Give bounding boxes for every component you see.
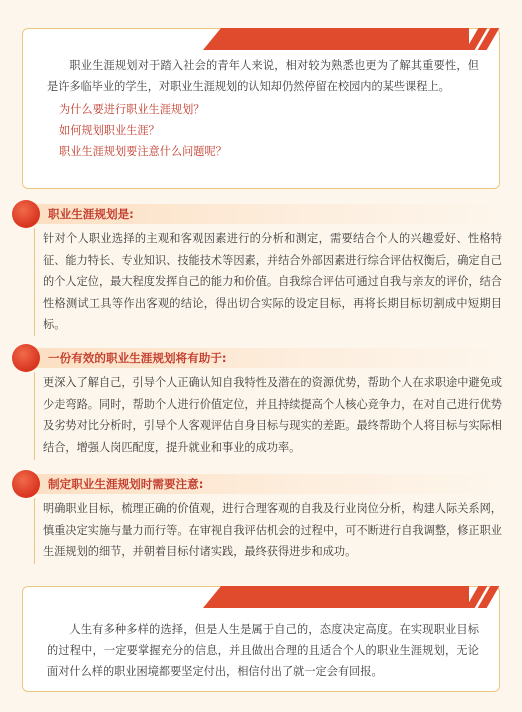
section-body-benefits bbox=[34, 372, 502, 460]
question-item: 如何规划职业生涯？ bbox=[59, 124, 160, 137]
section-text: 针对个人职业选择的主观和客观因素进行的分析和测定，需要结合个人的兴趣爱好、性格特征、能力特长、专业知识、技能技术等因素，并结合外部因素进行综合评估权衡后，确定自己的个人定位，最大程度发挥自己的能力和价值。自我综合评估可通过自我与亲友的评价，结合性格测试工具等作出客观的结论，得出切合实际的设定目标，再将长期目标切割成中短期目标。 bbox=[43, 232, 502, 331]
section-text: 明确职业目标，梳理正确的价值观，进行合理客观的自我及行业岗位分析，构建人际关系网，慎重决定实施与量力而行等。在审视自我评估机会的过程中，可不断进行自我调整，修正职业生涯规划的细节，并朝着目标付诸实践，最终获得进步和成功。 bbox=[43, 502, 502, 558]
section-body-notes bbox=[34, 498, 502, 564]
section-body-definition bbox=[34, 228, 502, 336]
outro-card bbox=[22, 586, 500, 692]
section-title: 制定职业生涯规划时需要注意: bbox=[26, 474, 502, 494]
outro-paragraph: 人生有多种多样的选择，但是人生是属于自己的，态度决定高度。在实现职业目标的过程中，一定要掌握充分的信息，并且做出合理的且适合个人的职业生涯规划，无论面对什么样的职业困境都要坚定付出，相信付出了就一定会有回报。 bbox=[47, 623, 479, 678]
section-heading-definition bbox=[12, 202, 502, 226]
question-item: 职业生涯规划要注意什么问题呢？ bbox=[59, 145, 227, 158]
section-heading-benefits bbox=[12, 346, 502, 370]
decorative-stripe bbox=[203, 586, 493, 608]
section-heading-notes bbox=[12, 472, 502, 496]
intro-card bbox=[22, 28, 500, 189]
section-title: 职业生涯规划是: bbox=[26, 204, 502, 224]
bullet-circle-icon bbox=[12, 470, 40, 498]
decorative-stripe bbox=[203, 28, 493, 50]
section-text: 更深入了解自己，引导个人正确认知自我特性及潜在的资源优势，帮助个人在求职途中避免或少走弯路。同时，帮助个人进行价值定位，并且持续提高个人核心竞争力，在对自己进行优势及劣势对比分析时，引导个人客观评估自身目标与现实的差距。最终帮助个人将目标与实际相结合，增强人岗匹配度，提升就业和事业的成功率。 bbox=[43, 376, 502, 454]
question-item: 为什么要进行职业生涯规划？ bbox=[59, 103, 205, 116]
intro-paragraph: 职业生涯规划对于踏入社会的青年人来说，相对较为熟悉也更为了解其重要性，但是许多临毕业的学生，对职业生涯规划的认知却仍然停留在校园内的某些课程上。 bbox=[47, 59, 479, 93]
question-list bbox=[47, 99, 479, 162]
bullet-circle-icon bbox=[12, 200, 40, 228]
bullet-circle-icon bbox=[12, 344, 40, 372]
section-title: 一份有效的职业生涯规划将有助于: bbox=[26, 348, 502, 368]
